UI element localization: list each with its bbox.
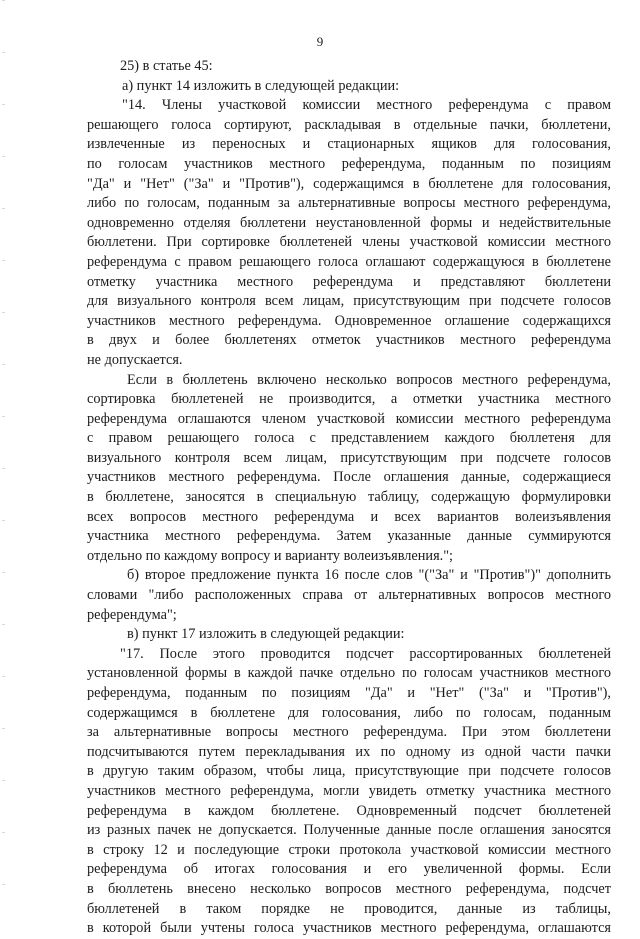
text-line: Если в бюллетень включено несколько вопросов местного референдума, [127, 371, 611, 388]
text-line: "Да" и "Нет" ("За" и "Против"), содержащимся в бюллетене для голосования, [87, 175, 611, 192]
text-line: референдума, поданным по позициям "Да" и "Нет" ("За" и "Против"), [87, 685, 611, 701]
page-number: 9 [316, 34, 324, 49]
text-line: в бюллетене, заносятся в специальную таблицу, содержащую формулировки [87, 489, 611, 506]
text-line: бюллетеней в таком порядке не проводится, данные из таблицы, [87, 900, 611, 917]
text-line: словами "либо расположенных справа от альтернативных вопросов местного [87, 587, 611, 604]
text-line: 25) в статье 45: [120, 58, 213, 74]
text-line: решающего голоса сортируют, раскладывая в отдельные пачки, бюллетени, [87, 116, 611, 133]
text-line: отдельно по каждому вопросу и варианту волеизъявления."; [87, 547, 454, 564]
text-line: отметку участника местного референдума и представляют бюллетени [87, 273, 611, 290]
text-line: не допускается. [87, 351, 183, 368]
scan-edge-marks [2, 0, 5, 905]
text-line: в строку 12 и последующие строки протокола участковой комиссии местного [87, 841, 611, 858]
text-line: по голосам участников местного референдума, поданным по позициям [87, 155, 611, 172]
text-line: установленной формы в каждой пачке отдельно по голосам участников местного [87, 665, 611, 682]
text-line: в) пункт 17 изложить в следующей редакции: [127, 626, 405, 643]
text-line: участников местного референдума, могли увидеть отметку участника местного [87, 782, 611, 799]
text-line: извлеченные из переносных и стационарных ящиков для голосования, [87, 136, 611, 153]
text-line: визуального контроля всем лицам, присутствующим при подсчете голосов [87, 449, 611, 466]
text-line: референдума"; [87, 606, 177, 623]
text-line: участников местного референдума. Одновременное оглашение содержащихся [87, 312, 611, 329]
text-line: одновременно отделяя бюллетени неустановленной формы и недействительные [87, 214, 611, 231]
text-line: "17. После этого проводится подсчет рассортированных бюллетеней [120, 645, 611, 662]
text-line: подсчитываются путем перекладывания их по одному из одной части пачки [87, 743, 611, 760]
text-line: участника местного референдума. Затем указанные данные суммируются [87, 528, 611, 545]
text-line: участников местного референдума. После оглашения данные, содержащиеся [87, 469, 611, 486]
text-line: сортировка бюллетеней не производится, а отметки участника местного [87, 391, 611, 408]
text-line: всех вопросов местного референдума и всех вариантов волеизъявления [87, 508, 611, 525]
text-line: в бюллетень внесено несколько вопросов местного референдума, подсчет [87, 880, 611, 897]
text-line: с правом решающего голоса с представлением каждого бюллетеня для [87, 430, 611, 447]
text-line: б) второе предложение пункта 16 после слов "("За" и "Против")" дополнить [127, 567, 611, 584]
text-line: в двух и более бюллетенях отметок участников местного референдума [87, 332, 611, 349]
text-line: из разных пачек не допускается. Полученные данные после оглашения заносятся [87, 822, 611, 839]
text-line: за альтернативные вопросы местного референдума. При этом бюллетени [87, 724, 611, 741]
text-line: а) пункт 14 изложить в следующей редакции: [122, 77, 400, 94]
document-body [87, 57, 611, 939]
text-line: для визуального контроля всем лицам, присутствующим при подсчете голосов [87, 293, 611, 310]
text-line: в которой были учтены голоса участников местного референдума, оглашаются [87, 920, 611, 937]
text-line: в другую таким образом, чтобы лица, присутствующие при подсчете голосов [87, 763, 611, 780]
text-line: либо по голосам, поданным за альтернативные вопросы местного референдума, [87, 195, 611, 212]
text-line: референдума об итогах голосования и его увеличенной формы. Если [87, 861, 611, 878]
text-line: референдума с правом решающего голоса оглашают содержащуюся в бюллетене [87, 253, 611, 270]
text-line: референдума оглашаются членом участковой комиссии местного референдума [87, 410, 611, 427]
text-line: содержащимся в бюллетене для голосования, либо по голосам, поданным [87, 704, 611, 721]
text-line: бюллетени. При сортировке бюллетеней члены участковой комиссии местного [87, 234, 611, 251]
text-line: "14. Члены участковой комиссии местного референдума с правом [122, 97, 611, 114]
text-line: референдума в каждом бюллетене. Одновременный подсчет бюллетеней [87, 802, 611, 819]
